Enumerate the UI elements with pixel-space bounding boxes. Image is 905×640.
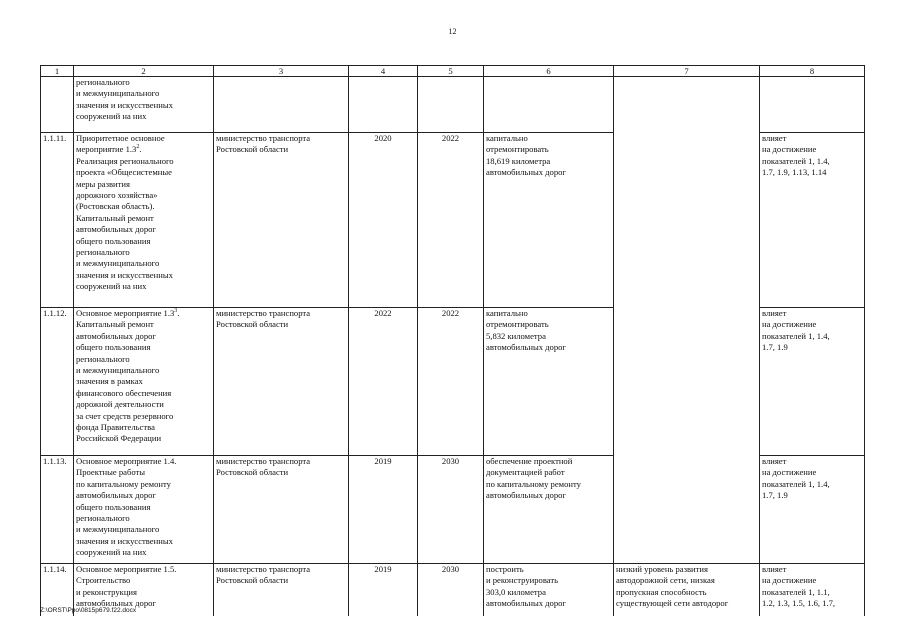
executor: министерство транспорта Ростовской области <box>214 456 349 564</box>
row-number: 1.1.12. <box>41 308 74 456</box>
footnote-mark: 2 <box>136 144 140 151</box>
col-header-8: 8 <box>760 66 865 77</box>
file-path-footer: Z:\ORST\Ppo\0815p679.f22.docx <box>40 607 137 614</box>
activity-description: Основное мероприятие 1.4. Проектные работы по капитальному ремонту автомобильных дорог общего пользования регионального и межмуниципального значения и искусственных сооружений на них <box>74 456 214 564</box>
indicator-link: влияет на достижение показателей 1, 1.4, 1.7, 1.9 <box>760 308 865 456</box>
activity-description <box>74 308 214 456</box>
expected-result: построить и реконструировать 303,0 километра автомобильных дорог <box>484 564 614 616</box>
executor: министерство транспорта Ростовской области <box>214 564 349 616</box>
activity-description: Основное мероприятие 1.5. Строительство и реконструкция автомобильных дорог <box>74 564 214 616</box>
indicator-link <box>760 77 865 133</box>
activities-table <box>40 65 865 616</box>
col-header-5: 5 <box>418 66 484 77</box>
col-header-1: 1 <box>41 66 74 77</box>
col-header-6: 6 <box>484 66 614 77</box>
activity-description <box>74 133 214 308</box>
col-header-4: 4 <box>349 66 418 77</box>
col-header-2: 2 <box>74 66 214 77</box>
expected-result <box>484 77 614 133</box>
start-year: 2020 <box>349 133 418 308</box>
desc-prefix: Приоритетное основное мероприятие 1.3 <box>76 133 165 155</box>
expected-result: капитально отремонтировать 5,832 километра автомобильных дорог <box>484 308 614 456</box>
page-number: 12 <box>448 27 457 36</box>
start-year: 2019 <box>349 456 418 564</box>
end-year: 2022 <box>418 133 484 308</box>
end-year: 2030 <box>418 456 484 564</box>
footnote-mark: 3 <box>174 308 178 315</box>
row-number: 1.1.13. <box>41 456 74 564</box>
start-year <box>349 77 418 133</box>
executor <box>214 77 349 133</box>
expected-result: капитально отремонтировать 18,619 километра автомобильных дорог <box>484 133 614 308</box>
start-year: 2019 <box>349 564 418 616</box>
desc-suffix: . Капитальный ремонт автомобильных дорог общего пользования регионального и межмуниципального значения в рамках финансового обеспечения дорожной деятельности за счет средств резервного фонда Правительства Российской Федерации <box>76 308 180 444</box>
indicator-link: влияет на достижение показателей 1, 1.1, 1.2, 1.3, 1.5, 1.6, 1.7, <box>760 564 865 616</box>
end-year: 2022 <box>418 308 484 456</box>
expected-result: обеспечение проектной документацией работ по капитальному ремонту автомобильных дорог <box>484 456 614 564</box>
end-year: 2030 <box>418 564 484 616</box>
consequences-merged <box>614 77 760 564</box>
end-year <box>418 77 484 133</box>
row-number: 1.1.11. <box>41 133 74 308</box>
executor: министерство транспорта Ростовской области <box>214 133 349 308</box>
indicator-link: влияет на достижение показателей 1, 1.4, 1.7, 1.9, 1.13, 1.14 <box>760 133 865 308</box>
col-header-3: 3 <box>214 66 349 77</box>
indicator-link: влияет на достижение показателей 1, 1.4, 1.7, 1.9 <box>760 456 865 564</box>
consequences: низкий уровень развития автодорожной сети, низкая пропускная способность существующей сети автодорог <box>614 564 760 616</box>
desc-prefix: Основное мероприятие 1.3 <box>76 308 175 318</box>
table-row <box>41 564 865 616</box>
activity-description: регионального и межмуниципального значения и искусственных сооружений на них <box>74 77 214 133</box>
desc-suffix: . Реализация регионального проекта «Общесистемные меры развития дорожного хозяйства» (Ростовская область). Капитальный ремонт автомобильных дорог общего пользования регионального и межмуниципального значения и искусственных сооружений на них <box>76 144 174 292</box>
row-number <box>41 77 74 133</box>
start-year: 2022 <box>349 308 418 456</box>
row-number: 1.1.14. <box>41 564 74 616</box>
table-row <box>41 77 865 133</box>
executor: министерство транспорта Ростовской области <box>214 308 349 456</box>
header-row <box>41 66 865 77</box>
col-header-7: 7 <box>614 66 760 77</box>
